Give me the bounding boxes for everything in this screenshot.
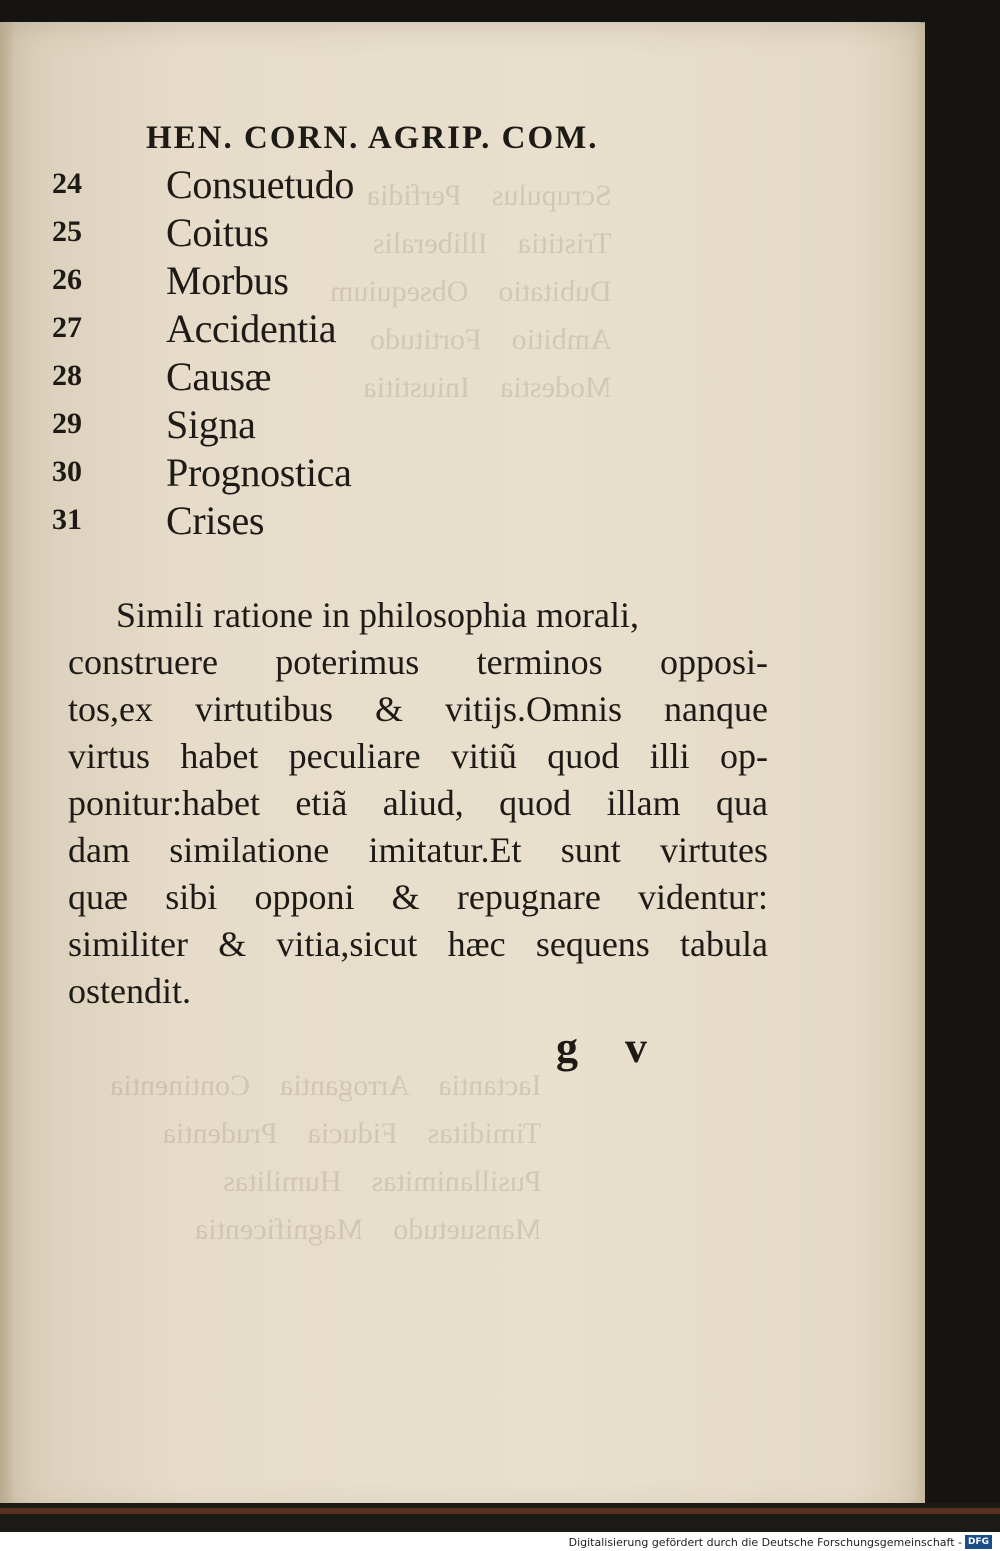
list-item <box>52 352 354 400</box>
list-item <box>52 448 354 496</box>
numbered-term-list <box>52 160 354 544</box>
list-number: 28 <box>52 359 82 392</box>
list-number: 29 <box>52 407 82 440</box>
running-head: HEN. CORN. AGRIP. COM. <box>146 120 599 156</box>
dfg-logo-icon[interactable]: DFG <box>965 1535 992 1549</box>
list-item <box>52 256 354 304</box>
list-item <box>52 496 354 544</box>
paragraph-line: ostendit. <box>68 971 191 1011</box>
list-number: 27 <box>52 311 82 344</box>
paragraph-line: Simili ratione in philosophia morali, <box>116 595 639 635</box>
footer-credit <box>569 1533 992 1551</box>
list-term: Causæ <box>166 353 272 399</box>
page-edge-right <box>915 22 925 1515</box>
list-term: Consuetudo <box>166 161 355 207</box>
paragraph-line: similiter & vitia,sicut hæc sequens tabula <box>68 924 768 964</box>
list-term: Signa <box>166 401 256 447</box>
list-term: Accidentia <box>166 305 337 351</box>
list-term: Crises <box>166 497 265 543</box>
list-item <box>52 304 354 352</box>
paragraph-line: construere poterimus terminos opposi- <box>68 642 768 682</box>
paragraph-line: dam similatione imitatur.Et sunt virtutes <box>68 830 768 870</box>
paragraph-line: tos,ex virtutibus & vitijs.Omnis nanque <box>68 689 768 729</box>
paragraph-line: quæ sibi opponi & repugnare videntur: <box>68 877 768 917</box>
list-item <box>52 400 354 448</box>
list-number: 31 <box>52 503 82 536</box>
binding-strip <box>0 1508 1000 1514</box>
list-number: 24 <box>52 167 82 200</box>
footer-credit-text: Digitalisierung gefördert durch die Deutsche Forschungsgemeinschaft - <box>568 1535 962 1549</box>
page-edge-left <box>0 22 14 1515</box>
list-term: Prognostica <box>166 449 352 495</box>
list-term: Morbus <box>166 257 289 303</box>
list-item <box>52 160 354 208</box>
show-through-text-lower: Iactantia Arrogantia Continentia Timiditas Fiducia Prudentia Pusillanimitas Humilitas Mansuetudo Magnificentia <box>110 1069 542 1246</box>
show-through-text: Scrupulus Perfidia Tristitia Illiberalis Dubitatio Obsequium Ambitio Fortitudo Modestia Iniustitia <box>330 179 612 404</box>
signature-mark: g v <box>556 1023 665 1072</box>
list-term: Coitus <box>166 209 269 255</box>
list-number: 25 <box>52 215 82 248</box>
list-number: 30 <box>52 455 82 488</box>
body-paragraph <box>68 592 768 1015</box>
paragraph-line: ponitur:habet etiã aliud, quod illam qua <box>68 783 768 823</box>
book-page <box>0 22 925 1515</box>
paragraph-line: virtus habet peculiare vitiũ quod illi op- <box>68 736 768 776</box>
list-number: 26 <box>52 263 82 296</box>
list-item <box>52 208 354 256</box>
